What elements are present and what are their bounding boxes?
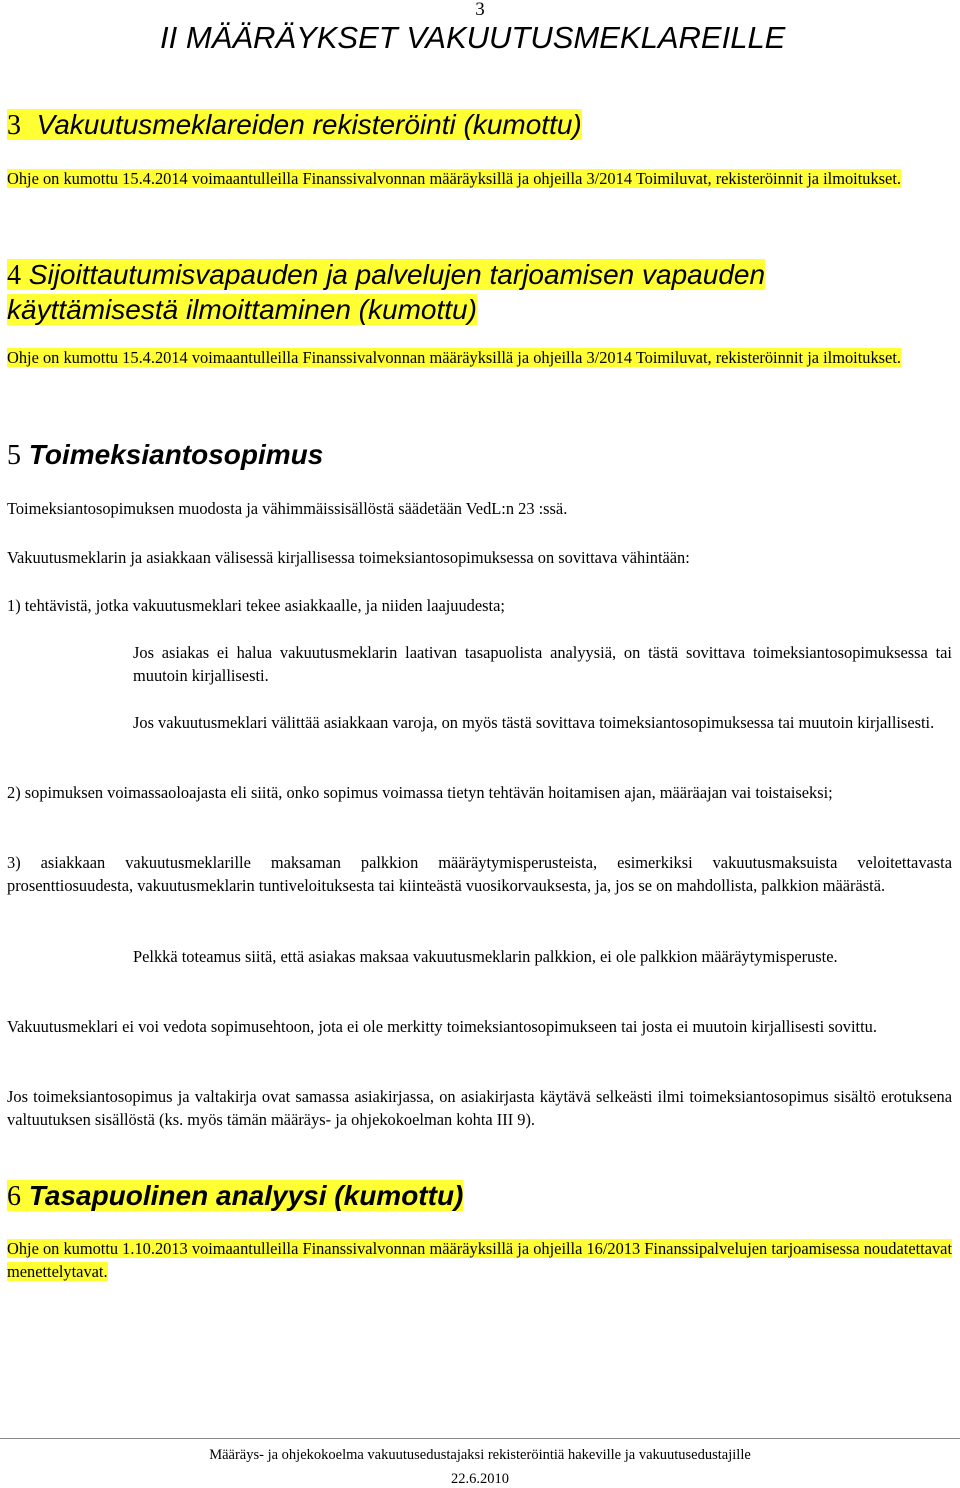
section-5-paragraph-1: Toimeksiantosopimuksen muodosta ja vähimmäissisällöstä säädetään VedL:n 23 :ssä. <box>7 499 568 518</box>
section-5-heading: 5 Toimeksiantosopimus <box>7 439 324 471</box>
section-3-body: Ohje on kumottu 15.4.2014 voimaantulleilla Finanssivalvonnan määräyksillä ja ohjeilla 3/2014 Toimiluvat, rekisteröinnit ja ilmoitukset. <box>7 169 901 188</box>
section-3-heading: 3 Vakuutusmeklareiden rekisteröinti (kumottu) <box>7 109 582 141</box>
list-item-1: 1) tehtävistä, jotka vakuutusmeklari tekee asiakkaalle, ja niiden laajuudesta; <box>7 596 505 615</box>
section-5-paragraph-3: Vakuutusmeklari ei voi vedota sopimusehtoon, jota ei ole merkitty toimeksiantosopimukseen tai josta ei muutoin kirjallisesti sovittu. <box>7 1017 877 1036</box>
section-6-body: Ohje on kumottu 1.10.2013 voimaantulleilla Finanssivalvonnan määräyksillä ja ohjeilla 16/2013 Finanssipalvelujen tarjoamisessa noudatettavat menettelytavat. <box>7 1239 953 1281</box>
list-item-3-note: Pelkkä toteamus siitä, että asiakas maksaa vakuutusmeklarin palkkion, ei ole palkkion määräytymisperuste. <box>133 947 838 966</box>
section-4-body: Ohje on kumottu 15.4.2014 voimaantulleilla Finanssivalvonnan määräyksillä ja ohjeilla 3/2014 Toimiluvat, rekisteröinnit ja ilmoitukset. <box>7 348 901 367</box>
section-6-heading: 6 Tasapuolinen analyysi (kumottu) <box>7 1180 464 1212</box>
section-4-heading: 4 Sijoittautumisvapauden ja palvelujen tarjoamisen vapauden käyttämisestä ilmoittaminen (kumottu) <box>7 259 766 325</box>
section-5-paragraph-4: Jos toimeksiantosopimus ja valtakirja ovat samassa asiakirjassa, on asiakirjasta käytävä selkeästi ilmi toimeksiantosopimus sisältö erotuksena valtuutuksen sisällöstä (ks. myös tämän määräys- ja ohjekokoelman kohta III 9). <box>7 1087 952 1129</box>
list-item-1-note-1: Jos asiakas ei halua vakuutusmeklarin laativan tasapuolista analyysiä, on tästä sovittava toimeksiantosopimuksessa tai muutoin kirjallisesti. <box>133 643 952 685</box>
footer-divider <box>0 1438 960 1439</box>
footer-date: 22.6.2010 <box>451 1471 509 1487</box>
footer-text: Määräys- ja ohjekokoelma vakuutusedustajaksi rekisteröintiä hakeville ja vakuutusedustajille <box>209 1447 751 1463</box>
section-5-paragraph-2: Vakuutusmeklarin ja asiakkaan välisessä kirjallisessa toimeksiantosopimuksessa on sovittava vähintään: <box>7 548 690 567</box>
document-title: II MÄÄRÄYKSET VAKUUTUSMEKLAREILLE <box>160 20 786 55</box>
list-item-2: 2) sopimuksen voimassaoloajasta eli siitä, onko sopimus voimassa tietyn tehtävän hoitamisen ajan, määräajan vai toistaiseksi; <box>7 783 833 802</box>
page-number: 3 <box>475 0 485 20</box>
list-item-3: 3) asiakkaan vakuutusmeklarille maksaman palkkion määräytymisperusteista, esimerkiksi vakuutusmaksuista veloitettavasta prosenttiosuudesta, vakuutusmeklarin tuntiveloituksesta tai kiinteästä vuosikorvauksesta, ja, jos se on mahdollista, palkkion määrästä. <box>7 853 952 895</box>
list-item-1-note-2: Jos vakuutusmeklari välittää asiakkaan varoja, on myös tästä sovittava toimeksiantosopimuksessa tai muutoin kirjallisesti. <box>133 713 935 732</box>
